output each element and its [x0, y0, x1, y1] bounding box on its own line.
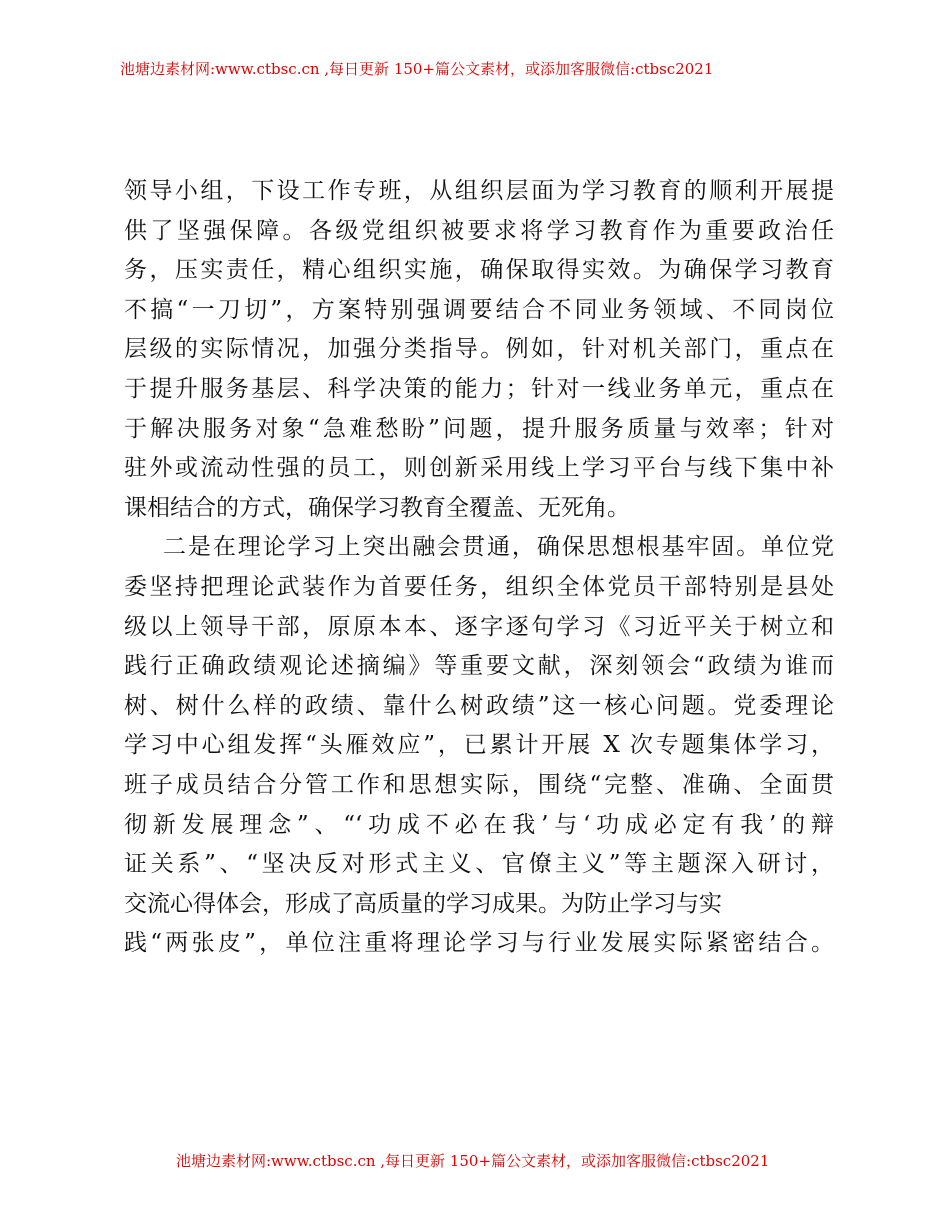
header-watermark: 池塘边素材网:www.ctbsc.cn ,每日更新 150+篇公文素材，或添加客服微信:ctbsc2021	[120, 60, 714, 78]
body-line: 委坚持把理论武装作为首要任务，组织全体党员干部特别是县处	[124, 573, 834, 600]
body-line: 证关系”、“坚决反对形式主义、官僚主义”等主题深入研讨，	[124, 851, 834, 878]
body-line: 驻外或流动性强的员工，则创新采用线上学习平台与线下集中补	[124, 455, 834, 482]
footer-watermark: 池塘边素材网:www.ctbsc.cn ,每日更新 150+篇公文素材，或添加客服微信:ctbsc2021	[176, 1152, 770, 1170]
body-line: 于提升服务基层、科学决策的能力；针对一线业务单元，重点在	[124, 375, 834, 402]
body-line: 践“两张皮”，单位注重将理论学习与行业发展实际紧密结合。	[124, 930, 834, 957]
body-line: 不搞“一刀切”，方案特别强调要结合不同业务领域、不同岗位	[124, 296, 834, 323]
body-line: 彻新发展理念”、“‘功成不必在我’与‘功成必定有我’的辩	[124, 811, 834, 838]
body-line: 树、树什么样的政绩、靠什么树政绩”这一核心问题。党委理论	[124, 692, 834, 719]
body-line: 交流心得体会，形成了高质量的学习成果。为防止学习与实	[124, 890, 722, 917]
body-line: 领导小组，下设工作专班，从组织层面为学习教育的顺利开展提	[124, 178, 834, 204]
body-line: 践行正确政绩观论述摘编》等重要文献，深刻领会“政绩为谁而	[124, 653, 834, 680]
body-line: 层级的实际情况，加强分类指导。例如，针对机关部门，重点在	[124, 336, 834, 363]
body-line: 学习中心组发挥“头雁效应”，已累计开展 X 次专题集体学习，	[124, 732, 834, 759]
body-line: 于解决服务对象“急难愁盼”问题，提升服务质量与效率；针对	[124, 415, 834, 442]
body-line: 课相结合的方式，确保学习教育全覆盖、无死角。	[124, 494, 630, 521]
body-line: 供了坚强保障。各级党组织被要求将学习教育作为重要政治任	[124, 217, 834, 244]
body-line: 务，压实责任，精心组织实施，确保取得实效。为确保学习教育	[124, 257, 834, 284]
body-line: 级以上领导干部，原原本本、逐字逐句学习《习近平关于树立和	[124, 613, 834, 640]
body-line: 班子成员结合分管工作和思想实际，围绕“完整、准确、全面贯	[124, 771, 834, 798]
paragraph-first-line: 二是在理论学习上突出融会贯通，确保思想根基牢固。单位党	[163, 534, 834, 561]
document-body	[124, 172, 834, 964]
